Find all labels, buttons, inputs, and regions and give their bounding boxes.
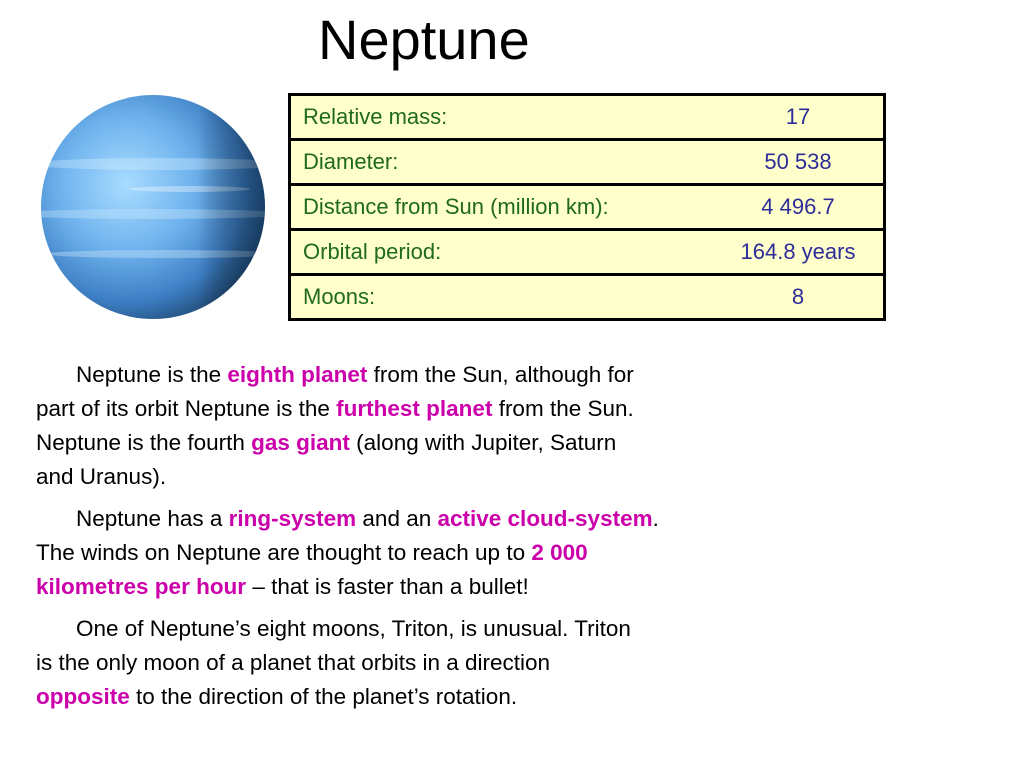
text-run: Neptune is the [76,362,228,387]
text-run: The winds on Neptune are thought to reach up to [36,540,532,565]
text-run: – that is faster than a bullet! [246,574,529,599]
text-run: One of Neptune’s eight moons, Triton, is unusual. Triton [76,616,631,641]
stat-value: 17 [785,104,811,129]
paragraph [36,358,826,494]
text-run: and an [356,506,438,531]
stat-row-moons [291,276,883,318]
stat-row-distance-from-sun [291,186,883,228]
paragraph [36,612,826,714]
highlighted-term: kilometres per hour [36,574,247,599]
text-run: from the Sun. [492,396,634,421]
highlighted-term: gas giant [251,430,350,455]
stat-label: Distance from Sun (million km): [303,194,609,219]
highlighted-term: ring-system [228,506,357,531]
planet-stats-table [288,93,886,321]
stat-value: 8 [791,284,805,309]
text-run: from the Sun, although for [367,362,634,387]
neptune-planet-icon [40,94,266,320]
stat-row-diameter [291,141,883,183]
highlighted-term: eighth planet [227,362,368,387]
text-run: part of its orbit Neptune is the [36,396,337,421]
text-run: and Uranus). [36,464,167,489]
text-run: to the direction of the planet’s rotation. [129,684,518,709]
stat-row-relative-mass [291,96,883,138]
text-run: Neptune has a [76,506,229,531]
highlighted-term: opposite [36,684,130,709]
highlighted-term: furthest planet [336,396,493,421]
stat-value: 50 538 [764,149,832,174]
text-run: . [652,506,659,531]
text-run: is the only moon of a planet that orbits in a direction [36,650,551,675]
body-text [36,358,826,722]
highlighted-term: active cloud-system [437,506,653,531]
stat-label: Diameter: [303,149,399,174]
text-run: Neptune is the fourth [36,430,252,455]
highlighted-term: 2 000 [531,540,588,565]
paragraph [36,502,826,604]
stat-label: Orbital period: [303,239,442,264]
stat-value: 4 496.7 [761,194,835,219]
stat-row-orbital-period [291,231,883,273]
stat-label: Relative mass: [303,104,448,129]
page-title: Neptune [318,8,530,71]
stat-value: 164.8 years [740,239,856,264]
stat-label: Moons: [303,284,376,309]
text-run: (along with Jupiter, Saturn [349,430,617,455]
